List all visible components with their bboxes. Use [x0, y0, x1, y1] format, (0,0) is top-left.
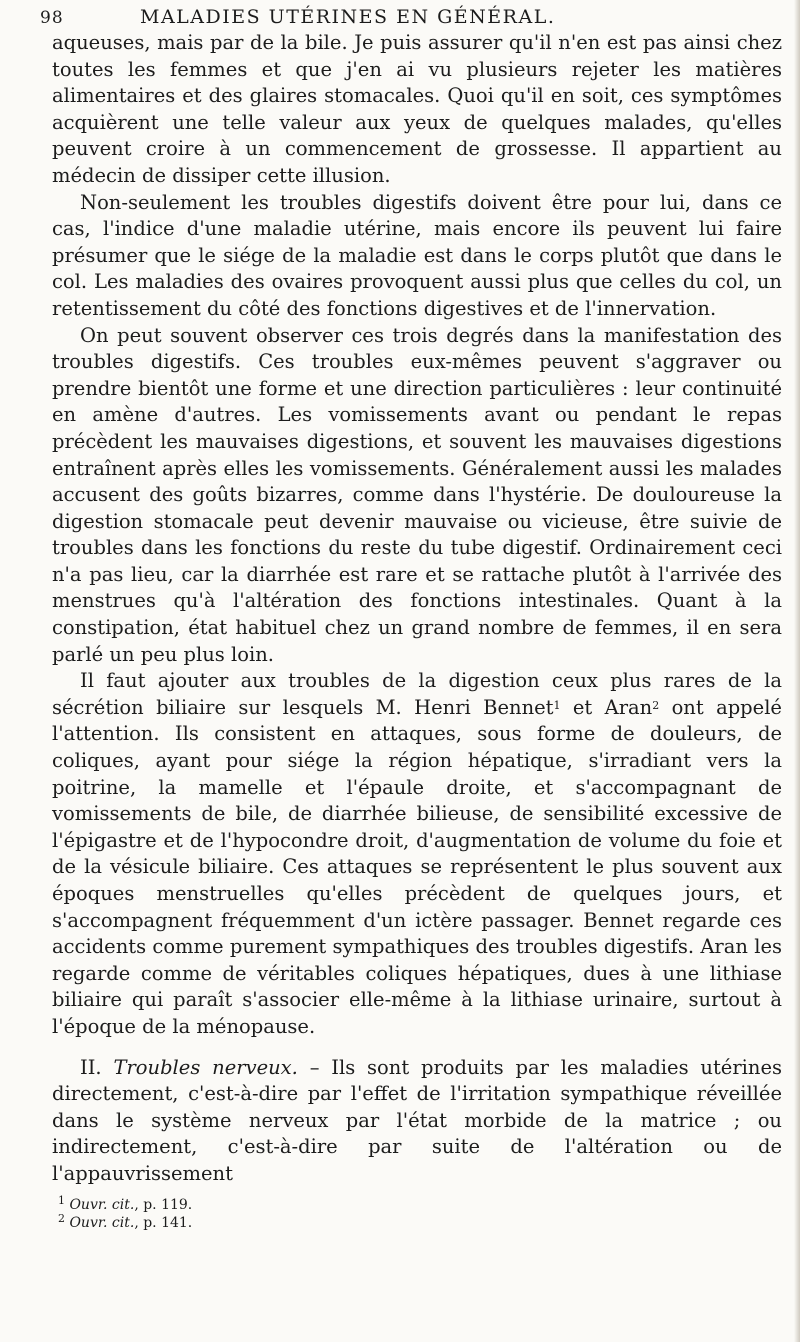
section-number: II.: [80, 1055, 102, 1079]
section-title: Troubles nerveux.: [113, 1055, 298, 1079]
footnote-ref-1: 1: [553, 698, 561, 712]
section-troubles-nerveux: II. Troubles nerveux. – Ils sont produits par les maladies utérines directement, c'est-à-dire par l'effet de l'irritation sympathique réveillée dans le système nerveux par l'état morbide de la matrice ; ou indirectement, c'est-à-dire par suite de l'altération ou de l'appauvrissement: [52, 1055, 783, 1185]
page-header: [40, 2, 772, 30]
page-body: [52, 30, 782, 1188]
paragraph-continuation: aqueuses, mais par de la bile. Je puis assurer qu'il n'en est pas ainsi chez toutes les femmes et que j'en ai vu plusieurs rejeter les matières alimentaires et des glaires stomacales. Quoi qu'il en soit, ces symptômes acquièrent une telle valeur aux yeux de quelques malades, qu'elles peuvent croire à un commencement de grossesse. Il appartient au médecin de dissiper cette illusion.: [52, 31, 782, 187]
footnotes: [52, 1196, 192, 1232]
paragraph-secretion-biliaire: Il faut ajouter aux troubles de la digestion ceux plus rares de la sécrétion biliaire sur lesquels M. Henri Bennet$^1$ et Aran$^2$ ont appelé l'attention. Ils consistent en attaques, sous forme de douleurs, de coliques, ayant pour siége la région hépatique, s'irradiant vers la poitrine, la mamelle et l'épaule droite, et s'accompagnant de vomissements de bile, de diarrhée bilieuse, de sensibilité excessive de l'épigastre et de l'hypocondre droit, d'augmentation de volume du foie et de la vésicule biliaire. Ces attaques se représentent le plus souvent aux époques menstruelles qu'elles précèdent de quelques jours, et s'accompagnent fréquemment d'un ictère passager. Bennet regarde ces accidents comme purement sympathiques des troubles digestifs. Aran les regarde comme de véritables coliques hépatiques, dues à une lithiase biliaire qui paraît s'associer elle-même à la lithiase urinaire, surtout à l'époque de la ménopause.: [52, 669, 782, 1038]
paragraph-trois-degres: On peut souvent observer ces trois degrés dans la manifestation des troubles digestifs. Ces troubles eux-mêmes peuvent s'aggraver ou prendre bientôt une forme et une direction particulières : leur continuité en amène d'autres. Les vomissements avant ou pendant le repas précèdent les mauvaises digestions, et souvent les mauvaises digestions entraînent après elles les vomissements. Généralement aussi les malades accusent des goûts bizarres, comme dans l'hystérie. De douloureuse la digestion stomacale peut devenir mauvaise ou vicieuse, être suivie de troubles dans les fonctions du reste du tube digestif. Ordinairement ceci n'a pas lieu, car la diarrhée est rare et se rattache plutôt à l'arrivée des menstrues qu'à l'altération des fonctions intestinales. Quant à la constipation, état habituel chez un grand nombre de femmes, il en sera parlé un peu plus loin.: [52, 323, 782, 666]
page-number: 98: [40, 8, 64, 28]
book-page: [40, 0, 783, 1342]
running-title: MALADIES UTÉRINES EN GÉNÉRAL.: [140, 6, 556, 28]
footnote-2: $^2$ Ouvr. cit., p. 141.: [58, 1212, 193, 1231]
footnote-1: $^1$ Ouvr. cit., p. 119.: [58, 1194, 193, 1213]
page-edge-shadow: [794, 0, 800, 1342]
paragraph-non-seulement: Non-seulement les troubles digestifs doivent être pour lui, dans ce cas, l'indice d'une maladie utérine, mais encore ils peuvent lui faire présumer que le siége de la maladie est dans le corps plutôt que dans le col. Les maladies des ovaires provoquent aussi plus que celles du col, un retentissement du côté des fonctions digestives et de l'innervation.: [52, 190, 782, 320]
footnote-ref-2: 2: [652, 698, 660, 712]
